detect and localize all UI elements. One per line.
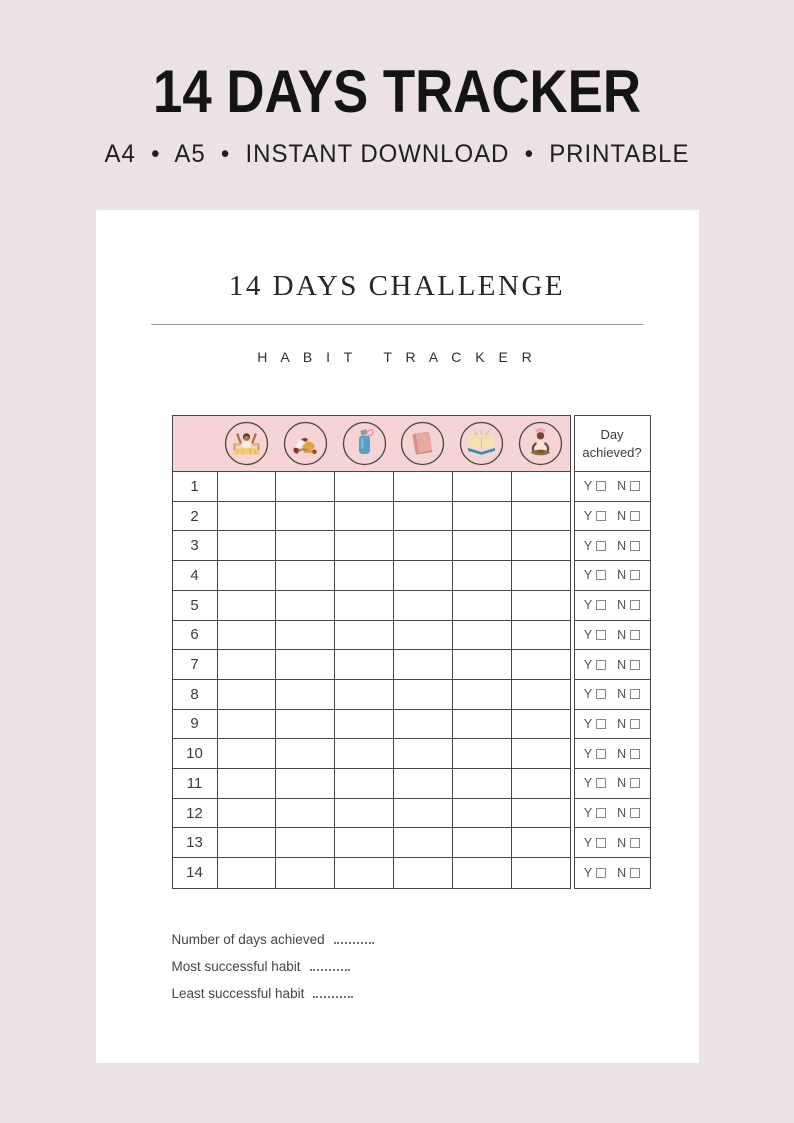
habit-cell[interactable]	[512, 591, 570, 620]
no-label: N	[617, 538, 627, 553]
water-bottle-icon	[335, 421, 394, 466]
habit-tracker-table	[172, 415, 651, 889]
banner-title: 14 DAYS TRACKER	[152, 58, 642, 125]
yes-checkbox[interactable]	[596, 749, 606, 759]
habit-cell[interactable]	[453, 858, 512, 888]
no-checkbox[interactable]	[630, 749, 640, 759]
table-row	[173, 650, 570, 680]
habit-cell[interactable]	[218, 799, 277, 828]
yes-checkbox[interactable]	[596, 838, 606, 848]
yes-label: Y	[583, 746, 593, 761]
yes-checkbox[interactable]	[596, 481, 606, 491]
day-achieved-cell	[575, 858, 650, 888]
habit-cell[interactable]	[276, 799, 335, 828]
day-achieved-cell	[575, 710, 650, 740]
habit-cell[interactable]	[394, 739, 453, 768]
least-successful-line	[172, 986, 374, 1001]
no-label: N	[617, 835, 627, 850]
yes-label: Y	[583, 627, 593, 642]
day-number: 2	[173, 502, 218, 531]
habit-cell[interactable]	[394, 799, 453, 828]
habit-cell[interactable]	[276, 591, 335, 620]
habit-cell[interactable]	[335, 591, 394, 620]
habit-cell[interactable]	[335, 650, 394, 679]
habit-cell[interactable]	[394, 502, 453, 531]
yes-label: Y	[583, 538, 593, 553]
habit-cell[interactable]	[453, 531, 512, 560]
habit-cell[interactable]	[218, 680, 277, 709]
no-label: N	[617, 598, 627, 613]
habit-cell[interactable]	[335, 710, 394, 739]
habit-cell[interactable]	[512, 710, 570, 739]
no-checkbox[interactable]	[630, 868, 640, 878]
least-successful-fill-in[interactable]	[313, 987, 353, 998]
table-row	[173, 858, 570, 888]
habit-cell[interactable]	[453, 561, 512, 590]
day-number: 8	[173, 680, 218, 709]
yes-label: Y	[583, 509, 593, 524]
habit-cell[interactable]	[394, 650, 453, 679]
habit-cell[interactable]	[218, 650, 277, 679]
habit-cell[interactable]	[394, 561, 453, 590]
table-row	[173, 680, 570, 710]
habit-cell[interactable]	[335, 739, 394, 768]
yes-label: Y	[583, 776, 593, 791]
day-achieved-cell	[575, 531, 650, 561]
habit-cell[interactable]	[335, 858, 394, 888]
most-successful-fill-in[interactable]	[310, 960, 350, 971]
habit-cell[interactable]	[276, 769, 335, 798]
habit-cell[interactable]	[394, 710, 453, 739]
habit-cell[interactable]	[218, 710, 277, 739]
reading-icon	[452, 421, 511, 466]
day-number: 4	[173, 561, 218, 590]
habit-cell[interactable]	[276, 680, 335, 709]
no-checkbox[interactable]	[630, 570, 640, 580]
no-label: N	[617, 687, 627, 702]
table-row	[173, 561, 570, 591]
summary-section	[172, 932, 374, 1013]
habit-cell[interactable]	[394, 472, 453, 501]
habit-cell[interactable]	[335, 769, 394, 798]
habit-cell[interactable]	[276, 739, 335, 768]
habit-cell[interactable]	[335, 621, 394, 650]
habit-cell[interactable]	[512, 502, 570, 531]
yes-checkbox[interactable]	[596, 570, 606, 580]
table-row	[173, 621, 570, 651]
yes-checkbox[interactable]	[596, 689, 606, 699]
no-label: N	[617, 568, 627, 583]
day-achieved-cell	[575, 472, 650, 502]
no-label: N	[617, 657, 627, 672]
habit-cell[interactable]	[335, 531, 394, 560]
day-number: 10	[173, 739, 218, 768]
habit-cell[interactable]	[218, 828, 277, 857]
habit-cell[interactable]	[335, 680, 394, 709]
habit-cell[interactable]	[453, 680, 512, 709]
yes-checkbox[interactable]	[596, 808, 606, 818]
yes-label: Y	[583, 835, 593, 850]
table-row	[173, 531, 570, 561]
no-label: N	[617, 627, 627, 642]
journal-icon	[394, 421, 453, 466]
page-subtitle: H A B I T T R A C K E R	[257, 349, 537, 365]
days-achieved-line	[172, 932, 374, 947]
habit-cell[interactable]	[335, 561, 394, 590]
habit-icons-header	[173, 416, 570, 472]
day-achieved-cell	[575, 739, 650, 769]
habit-cell[interactable]	[218, 591, 277, 620]
day-achieved-cell	[575, 799, 650, 829]
day-number: 5	[173, 591, 218, 620]
printable-page	[96, 210, 699, 1063]
day-number: 14	[173, 858, 218, 888]
day-achieved-cell	[575, 591, 650, 621]
yes-checkbox[interactable]	[596, 660, 606, 670]
habit-cell[interactable]	[394, 769, 453, 798]
habit-cell[interactable]	[335, 828, 394, 857]
day-number: 1	[173, 472, 218, 501]
day-achieved-cell	[575, 769, 650, 799]
habit-cell[interactable]	[276, 502, 335, 531]
habit-cell[interactable]	[453, 591, 512, 620]
no-label: N	[617, 776, 627, 791]
habit-cell[interactable]	[276, 561, 335, 590]
banner	[0, 0, 794, 210]
habit-cell[interactable]	[276, 472, 335, 501]
habit-cell[interactable]	[276, 531, 335, 560]
day-number: 12	[173, 799, 218, 828]
yes-label: Y	[583, 865, 593, 880]
no-checkbox[interactable]	[630, 541, 640, 551]
habit-cell[interactable]	[276, 710, 335, 739]
yes-checkbox[interactable]	[596, 868, 606, 878]
habit-cell[interactable]	[453, 739, 512, 768]
habit-cell[interactable]	[512, 531, 570, 560]
least-successful-label: Least successful habit	[171, 986, 305, 1001]
no-checkbox[interactable]	[630, 511, 640, 521]
habit-cell[interactable]	[512, 650, 570, 679]
no-label: N	[617, 746, 627, 761]
day-number: 11	[173, 769, 218, 798]
habit-cell[interactable]	[512, 799, 570, 828]
meditation-icon	[511, 421, 570, 466]
no-checkbox[interactable]	[630, 838, 640, 848]
days-achieved-label: Number of days achieved	[171, 932, 325, 947]
no-label: N	[617, 865, 627, 880]
day-achieved-cell	[575, 561, 650, 591]
habit-cell[interactable]	[394, 828, 453, 857]
no-checkbox[interactable]	[630, 600, 640, 610]
habit-cell[interactable]	[218, 769, 277, 798]
table-row	[173, 502, 570, 532]
yes-checkbox[interactable]	[596, 630, 606, 640]
habit-cell[interactable]	[453, 502, 512, 531]
day-achieved-cell	[575, 502, 650, 532]
table-row	[173, 828, 570, 858]
habit-cell[interactable]	[453, 799, 512, 828]
page-title: 14 DAYS CHALLENGE	[228, 270, 566, 302]
habit-cell[interactable]	[512, 769, 570, 798]
habit-cell[interactable]	[512, 472, 570, 501]
no-checkbox[interactable]	[630, 660, 640, 670]
day-achieved-column	[574, 415, 651, 889]
no-label: N	[617, 806, 627, 821]
day-achieved-cell	[575, 650, 650, 680]
day-number: 9	[173, 710, 218, 739]
no-checkbox[interactable]	[630, 689, 640, 699]
yes-label: Y	[583, 657, 593, 672]
habit-cell[interactable]	[218, 502, 277, 531]
habit-cell[interactable]	[218, 739, 277, 768]
habit-cell[interactable]	[276, 621, 335, 650]
most-successful-label: Most successful habit	[171, 959, 301, 974]
habit-cell[interactable]	[218, 858, 277, 888]
exercise-icon	[276, 421, 335, 466]
no-checkbox[interactable]	[630, 778, 640, 788]
no-checkbox[interactable]	[630, 481, 640, 491]
habit-grid	[172, 415, 571, 889]
habit-cell[interactable]	[335, 502, 394, 531]
habit-cell[interactable]	[512, 858, 570, 888]
divider-line	[151, 324, 643, 325]
yes-checkbox[interactable]	[596, 719, 606, 729]
yes-label: Y	[583, 687, 593, 702]
habit-cell[interactable]	[453, 472, 512, 501]
habit-cell[interactable]	[394, 680, 453, 709]
day-number: 13	[173, 828, 218, 857]
habit-cell[interactable]	[218, 531, 277, 560]
habit-cell[interactable]	[512, 680, 570, 709]
day-achieved-header: Day achieved?	[575, 416, 650, 472]
habit-cell[interactable]	[335, 472, 394, 501]
no-checkbox[interactable]	[630, 630, 640, 640]
banner-subtitle: A4 • A5 • INSTANT DOWNLOAD • PRINTABLE	[104, 140, 690, 168]
day-achieved-cell	[575, 828, 650, 858]
habit-cell[interactable]	[394, 858, 453, 888]
habit-cell[interactable]	[394, 531, 453, 560]
habit-cell[interactable]	[512, 739, 570, 768]
no-label: N	[617, 479, 627, 494]
day-achieved-cell	[575, 621, 650, 651]
no-checkbox[interactable]	[630, 808, 640, 818]
day-number: 3	[173, 531, 218, 560]
habit-cell[interactable]	[276, 828, 335, 857]
most-successful-line	[172, 959, 374, 974]
day-number: 7	[173, 650, 218, 679]
no-label: N	[617, 716, 627, 731]
yes-checkbox[interactable]	[596, 600, 606, 610]
habit-cell[interactable]	[394, 621, 453, 650]
yes-checkbox[interactable]	[596, 778, 606, 788]
yes-label: Y	[583, 479, 593, 494]
table-row	[173, 710, 570, 740]
yes-label: Y	[583, 716, 593, 731]
yes-label: Y	[583, 806, 593, 821]
yes-label: Y	[583, 598, 593, 613]
day-number: 6	[173, 621, 218, 650]
yes-checkbox[interactable]	[596, 511, 606, 521]
habit-cell[interactable]	[218, 621, 277, 650]
table-row	[173, 472, 570, 502]
habit-cell[interactable]	[218, 472, 277, 501]
table-row	[173, 591, 570, 621]
habit-cell[interactable]	[512, 828, 570, 857]
habit-cell[interactable]	[276, 858, 335, 888]
habit-cell[interactable]	[453, 650, 512, 679]
yes-checkbox[interactable]	[596, 541, 606, 551]
habit-cell[interactable]	[512, 621, 570, 650]
yes-label: Y	[583, 568, 593, 583]
habit-cell[interactable]	[512, 561, 570, 590]
habit-cell[interactable]	[453, 710, 512, 739]
habit-cell[interactable]	[453, 769, 512, 798]
table-row	[173, 739, 570, 769]
table-row	[173, 769, 570, 799]
habit-cell[interactable]	[453, 621, 512, 650]
habit-cell[interactable]	[453, 828, 512, 857]
habit-cell[interactable]	[276, 650, 335, 679]
day-achieved-cell	[575, 680, 650, 710]
habit-cell[interactable]	[394, 591, 453, 620]
habit-cell[interactable]	[335, 799, 394, 828]
wake-up-icon	[218, 421, 277, 466]
table-row	[173, 799, 570, 829]
no-label: N	[617, 509, 627, 524]
days-achieved-fill-in[interactable]	[334, 933, 374, 944]
no-checkbox[interactable]	[630, 719, 640, 729]
habit-cell[interactable]	[218, 561, 277, 590]
